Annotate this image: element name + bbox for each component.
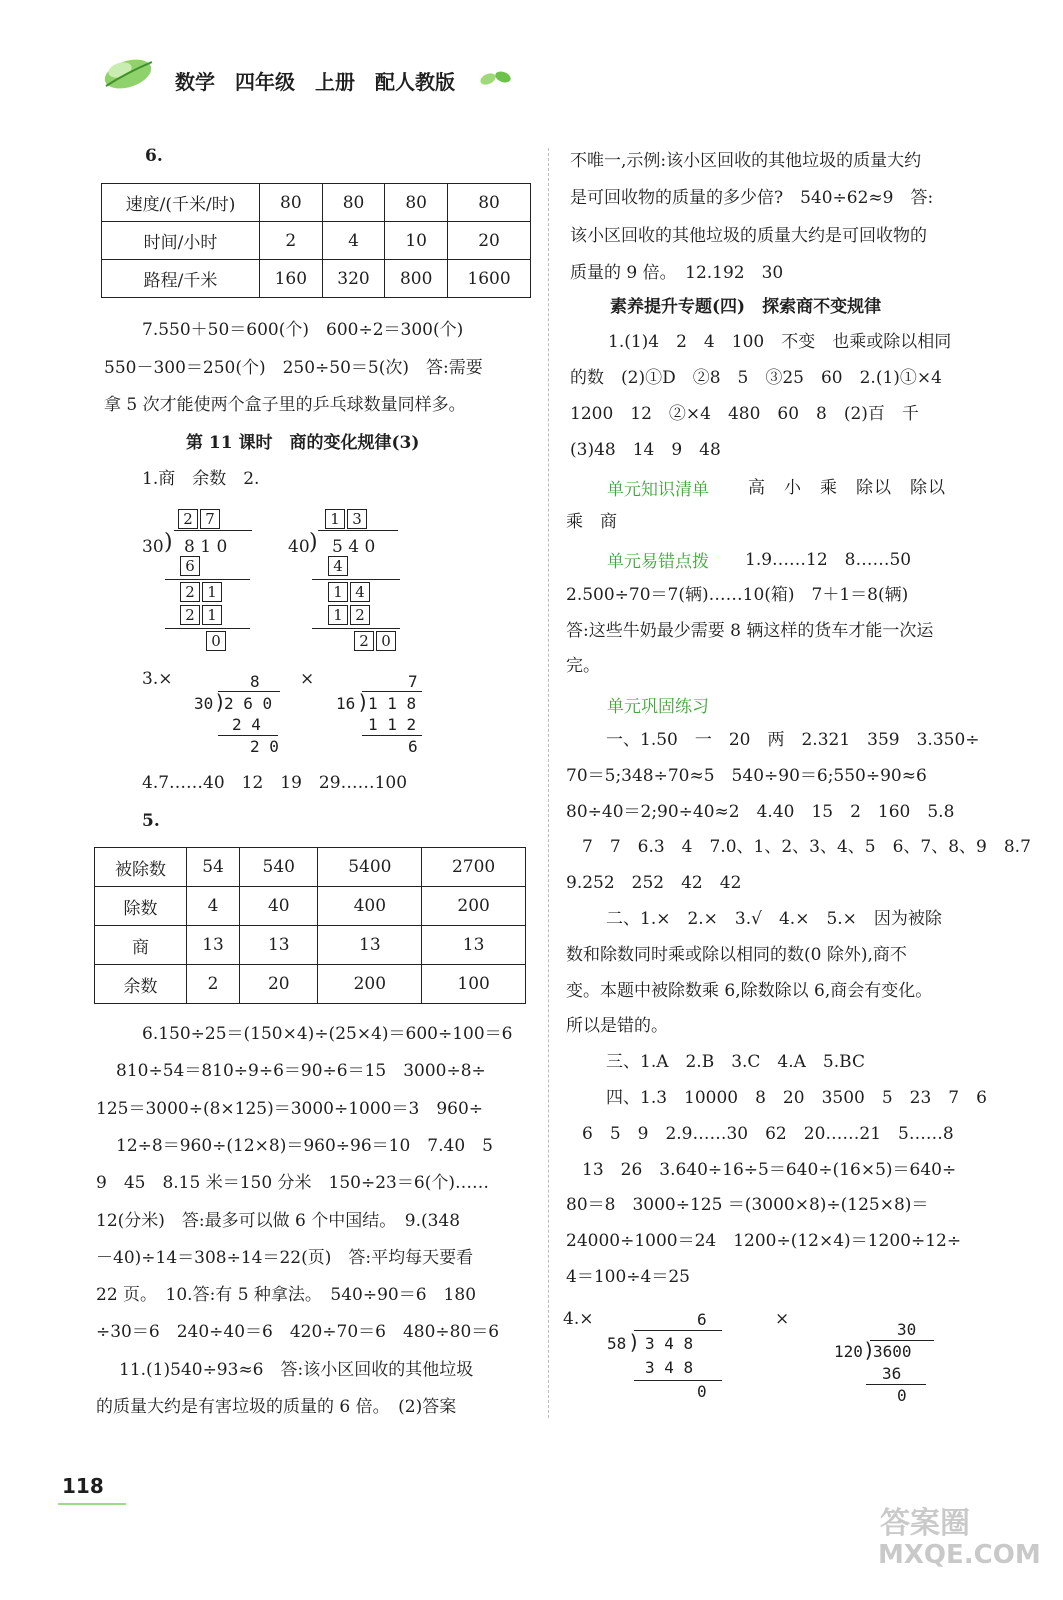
table-cell: 4 — [322, 222, 385, 260]
answer-line: 四、1.3 10000 8 20 3500 5 23 7 6 — [606, 1088, 987, 1108]
answer-line: 完。 — [566, 656, 600, 676]
answer-line: ÷30＝6 240÷40＝6 420÷70＝6 480÷80＝6 — [96, 1322, 500, 1343]
error-text: 1.9……12 8……50 — [745, 550, 912, 570]
answer-line: 22 页。 10.答:有 5 种拿法。 540÷90＝6 180 — [96, 1285, 477, 1306]
q7-line-1: 7.550＋50＝600(个) 600÷2＝300(个) — [142, 320, 464, 340]
answer-line: 11.(1)540÷93≈6 答:该小区回收的其他垃圾 — [119, 1359, 474, 1380]
column-divider — [548, 148, 549, 1418]
leaf-logo-icon — [98, 50, 160, 92]
answer-line: 答:这些牛奶最少需要 8 辆这样的货车才能一次运 — [566, 620, 934, 641]
table-cell: 40 — [240, 887, 318, 926]
table-cell: 200 — [318, 965, 422, 1004]
table-cell: 2 — [260, 222, 323, 260]
answer-line: 不唯一,示例:该小区回收的其他垃圾的质量大约 — [570, 151, 922, 171]
q4-right-label: 4.× — [563, 1309, 594, 1329]
table-row — [95, 848, 526, 887]
table-row-header: 被除数 — [95, 848, 187, 887]
table-cell: 100 — [422, 965, 526, 1004]
answer-line: 4＝100÷4＝25 — [566, 1267, 690, 1287]
table-cell: 4 — [187, 887, 240, 926]
lesson-title: 第 11 课时 商的变化规律(3) — [186, 433, 420, 453]
table-cell: 13 — [318, 926, 422, 965]
q7-line-3: 拿 5 次才能使两个盒子里的乒乓球数量同样多。 — [104, 395, 466, 415]
answer-line: 80＝8 3000÷125 ＝(3000×8)÷(125×8)＝ — [566, 1195, 929, 1216]
table-cell: 20 — [240, 965, 318, 1004]
table-cell: 80 — [448, 184, 531, 222]
table-row-header: 余数 — [95, 965, 187, 1004]
knowledge-text: 高 小 乘 除以 除以 — [748, 478, 946, 498]
q4-answer: 4.7……40 12 19 29……100 — [142, 773, 408, 793]
table-cell: 320 — [322, 260, 385, 298]
answer-line: 该小区回收的其他垃圾的质量大约是可回收物的 — [570, 225, 927, 246]
table-row — [95, 965, 526, 1004]
table-row-header: 速度/(千米/时) — [102, 184, 260, 222]
error-title: 单元易错点拨 — [607, 552, 709, 572]
answer-line: 的质量大约是有害垃圾的质量的 6 倍。 (2)答案 — [96, 1397, 457, 1417]
answer-line: 125＝3000÷(8×125)＝3000÷1000＝3 960÷ — [96, 1098, 484, 1119]
header-title: 数学 四年级 上册 配人教版 — [175, 70, 455, 94]
answer-line: 9 45 8.15 米＝150 分米 150÷23＝6(个)…… — [96, 1173, 489, 1194]
answer-line: 的数 (2)①D ②8 5 ③25 60 2.(1)①×4 — [570, 368, 942, 388]
div1-quotient: 2 7 — [178, 509, 222, 529]
answer-line: 13 26 3.640÷16÷5＝640÷(16×5)＝640÷ — [582, 1159, 957, 1180]
answer-line: 数和除数同时乘或除以相同的数(0 除外),商不 — [566, 944, 907, 965]
answer-line: 24000÷1000＝24 1200÷(12×4)＝1200÷12÷ — [566, 1231, 962, 1252]
answer-line: －40)÷14＝308÷14＝22(页) 答:平均每天要看 — [96, 1247, 474, 1268]
special-topic-title: 素养提升专题(四) 探索商不变规律 — [610, 297, 882, 317]
table-cell: 13 — [422, 926, 526, 965]
answer-line: (3)48 14 9 48 — [570, 440, 721, 460]
table-row — [102, 260, 531, 298]
table-row-header: 商 — [95, 926, 187, 965]
answer-line: 1200 12 ②×4 480 60 8 (2)百 千 — [570, 404, 919, 424]
table-cell: 54 — [187, 848, 240, 887]
answer-line: 1.(1)4 2 4 100 不变 也乘或除以相同 — [608, 332, 952, 352]
div2-dividend: 5 4 0 — [332, 537, 376, 557]
table-row — [95, 887, 526, 926]
knowledge-title: 单元知识清单 — [607, 480, 709, 500]
answer-line: 9.252 252 42 42 — [566, 873, 742, 894]
answer-line: 80÷40＝2;90÷40≈2 4.40 15 2 160 5.8 — [566, 801, 955, 822]
table-cell: 2700 — [422, 848, 526, 887]
small-leaves-icon — [478, 68, 514, 88]
table-row-header: 时间/小时 — [102, 222, 260, 260]
table-cell: 400 — [318, 887, 422, 926]
answer-line: 变。本题中被除数乘 6,除数除以 6,商会有变化。 — [566, 980, 933, 1001]
table-row-header: 除数 — [95, 887, 187, 926]
table-cell: 80 — [322, 184, 385, 222]
answer-line: 7 7 6.3 4 7.0、1、2、3、4、5 6、7、8、9 8.7 — [582, 837, 1031, 858]
table-row — [102, 184, 531, 222]
answer-line: 6 5 9 2.9……30 62 20……21 5……8 — [582, 1123, 954, 1144]
answer-line: 三、1.A 2.B 3.C 4.A 5.BC — [606, 1052, 865, 1073]
answer-line: 6.150÷25＝(150×4)÷(25×4)＝600÷100＝6 — [142, 1024, 513, 1044]
table-cell: 80 — [385, 184, 448, 222]
answer-line: 二、1.× 2.× 3.√ 4.× 5.× 因为被除 — [606, 909, 942, 929]
table-cell: 13 — [240, 926, 318, 965]
div1-dividend: 8 1 0 — [184, 537, 228, 557]
answer-line: 一、1.50 一 20 两 2.321 359 3.350÷ — [606, 730, 980, 750]
table-speed-time-distance — [101, 183, 531, 298]
page-number: 118 — [62, 1474, 104, 1498]
table-cell: 160 — [260, 260, 323, 298]
table-row — [95, 926, 526, 965]
table-cell: 2 — [187, 965, 240, 1004]
div2-divisor: 40 — [288, 537, 310, 557]
answer-line: 2.500÷70＝7(辆)……10(箱) 7＋1＝8(辆) — [566, 585, 909, 605]
watermark: 答案圈 — [880, 1506, 970, 1541]
table-cell: 80 — [260, 184, 323, 222]
table-row — [102, 222, 531, 260]
practice-title: 单元巩固练习 — [607, 697, 709, 717]
q3-mark: × — [300, 669, 315, 689]
table-cell: 200 — [422, 887, 526, 926]
answer-line: 70＝5;348÷70≈5 540÷90＝6;550÷90≈6 — [566, 765, 927, 786]
watermark-url: MXQE.COM — [878, 1540, 1041, 1570]
q4-right-mark: × — [775, 1309, 790, 1329]
table-cell: 10 — [385, 222, 448, 260]
answer-line: 12÷8＝960÷(12×8)＝960÷96＝10 7.40 5 — [116, 1135, 493, 1156]
q6-label: 6. — [145, 146, 163, 166]
table-dividend-divisor — [94, 847, 526, 1004]
answer-line: 所以是错的。 — [566, 1016, 668, 1037]
q1-answer: 1.商 余数 2. — [142, 469, 260, 489]
page-number-underline — [58, 1503, 126, 1505]
knowledge-text-2: 乘 商 — [566, 512, 617, 532]
q5-label: 5. — [142, 811, 160, 831]
table-cell: 1600 — [448, 260, 531, 298]
table-cell: 13 — [187, 926, 240, 965]
q7-line-2: 550－300＝250(个) 250÷50＝5(次) 答:需要 — [104, 358, 483, 378]
answer-line: 质量的 9 倍。 12.192 30 — [570, 262, 784, 283]
table-cell: 800 — [385, 260, 448, 298]
table-row-header: 路程/千米 — [102, 260, 260, 298]
answer-line: 12(分米) 答:最多可以做 6 个中国结。 9.(348 — [96, 1210, 461, 1231]
table-cell: 20 — [448, 222, 531, 260]
table-cell: 540 — [240, 848, 318, 887]
answer-line: 810÷54＝810÷9÷6＝90÷6＝15 3000÷8÷ — [116, 1061, 486, 1082]
answer-line: 是可回收物的质量的多少倍? 540÷62≈9 答: — [570, 188, 934, 209]
div1-divisor: 30 — [142, 537, 164, 557]
q3-label: 3.× — [142, 669, 173, 689]
table-cell: 5400 — [318, 848, 422, 887]
